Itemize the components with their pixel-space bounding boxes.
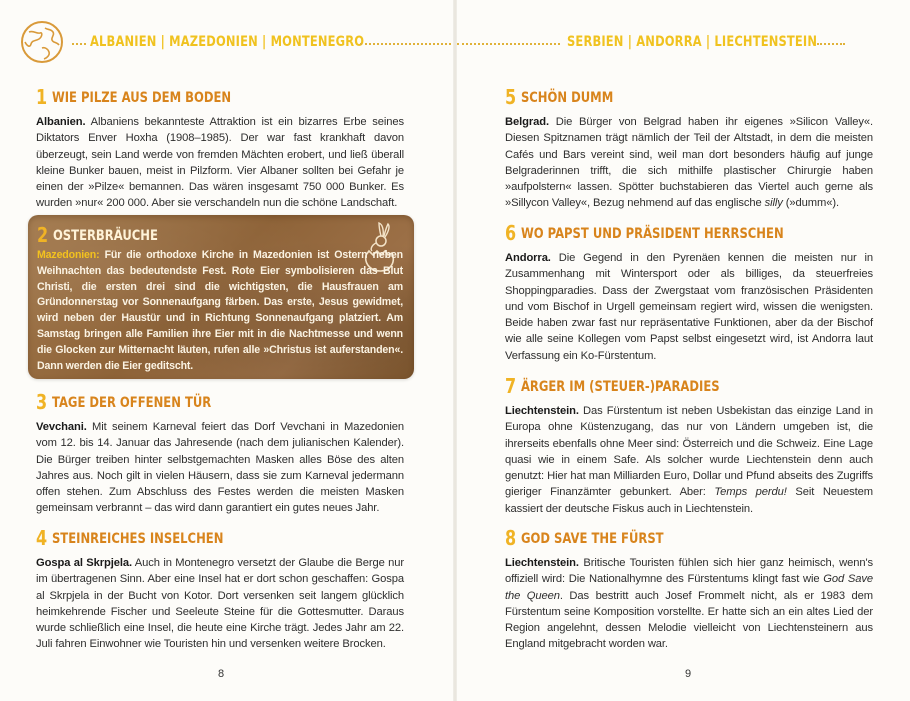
section-emphasis: silly — [764, 197, 783, 210]
header-rule-right-end — [817, 43, 845, 45]
section-6 — [505, 222, 873, 364]
section-heading — [505, 375, 799, 397]
section-text-end: (»dumm«). — [782, 197, 839, 210]
section-title: WIE PILZE AUS DEM BODEN — [51, 90, 232, 106]
section-title: TAGE DER OFFENEN TÜR — [51, 395, 212, 411]
box-heading — [37, 223, 158, 247]
section-heading — [505, 222, 799, 244]
section-4 — [36, 527, 404, 653]
section-lead: Mazedonien: — [37, 249, 100, 261]
section-text: Die Bürger von Belgrad haben ihr eigenes »Silicon Valley«. Diesen Spitznamen trägt nämlich der Teil der Altstadt, in dem die meisten Cafés und Bars vereint sind, weil man dort besonders häufig auf junge Belgraderinnen trifft, die sich mithilfe plastischer Chirurgie haben »aufpolstern« lassen. Spötter buchstabieren das Viertel auch gerne als »Sillycon Valley«, Bezug nehmend auf das englische — [505, 116, 873, 210]
section-title: SCHÖN DUMM — [520, 90, 614, 106]
section-text: Die Gegend in den Pyrenäen kennen die meisten nur in Zusammenhang mit Wintersport oder als billiges, da steuerfreies Shoppingparadies. Dass der Zwergstaat vom französischen Präsidenten und vom Bischof in Urgell gemeinsam regiert wird, wissen die wenigsten. Beide haben zwar fast nur repräsentative Funktionen, aber da der Bischof wie alle seine Kollegen vom Papst selbst eingesetzt wird, ist Andorra laut Verfassung ein Ko-Fürstentum. — [505, 252, 873, 362]
section-3 — [36, 391, 404, 517]
section-heading — [36, 86, 330, 108]
header-rule-left-end — [360, 43, 455, 45]
section-text: Auch in Montenegro versetzt der Glaube die Berge nur im übertragenen Sinn. Aber eine Insel hat er dort schon geschaffen: Gospa al Skrpjela in der Bucht von Kotor. Dort versenken seit langem glücklich heimkehrende Fischer und Seeleute Steine für die Gottesmutter. Daraus wurde schließlich eine Insel, die heute eine Kirche trägt. Jedes Jahr am 22. Juli fahren Einwohner wie Touristen hin und versenken weitere Brocken. — [36, 557, 404, 651]
section-text: Für die orthodoxe Kirche in Mazedonien ist Ostern neben Weihnachten das bedeutendste Fest. Rote Eier symbolisieren das Blut Christi, die ersten drei sind die wichtigsten, die Hausfrauen am Gründonnerstag vor Sonnenaufgang färben. Das erste, Jesus gewidmet, wird neben der Haustür und in Richtung Sonnenaufgang platziert. Am Samstag bringen alle Familien ihre Eier mit in die Nachtmesse und wenn die Glocken zur Mitternacht läuten, rufen alle »Christus ist auferstanden«. Dann werden die Eier geditscht. — [37, 249, 403, 372]
section-text: Mit seinem Karneval feiert das Dorf Vevchani in Mazedonien vom 12. bis 14. Januar das Jahresende (nach dem julianischen Kalender). Die Bürger treiben hinter selbstgemachten Masken alles Böse des alten Jahres aus. Noch gilt in vielen Häusern, dass sie zum Karneval jedermann offen stehen. Zum Abschluss des Festes werden die meisten Masken gemeinsam verbrannt – das wird dann garantiert ein gutes neues Jahr. — [36, 421, 404, 515]
page-number-left: 8 — [218, 668, 225, 680]
section-8 — [505, 527, 873, 653]
section-body — [505, 114, 873, 212]
section-number: 6 — [505, 221, 517, 245]
section-lead: Gospa al Skrpjela. — [36, 557, 133, 569]
section-number: 8 — [505, 526, 517, 550]
section-emphasis: God Save the Queen — [505, 573, 873, 602]
right-page — [455, 0, 910, 701]
section-lead: Liechtenstein. — [505, 405, 579, 417]
section-number: 5 — [505, 85, 517, 109]
section-lead: Liechtenstein. — [505, 557, 579, 569]
parchment-box — [28, 215, 414, 379]
section-title: WO PAPST UND PRÄSIDENT HERRSCHEN — [520, 226, 784, 242]
section-body — [36, 114, 404, 212]
section-number: 3 — [36, 390, 48, 414]
section-lead: Vevchani. — [36, 421, 87, 433]
section-emphasis: Temps perdu! — [714, 486, 787, 499]
header-rule-right — [457, 43, 560, 45]
section-body — [505, 555, 873, 653]
section-lead: Albanien. — [36, 116, 86, 128]
section-1 — [36, 86, 404, 212]
section-title: STEINREICHES INSELCHEN — [51, 531, 224, 547]
section-text: Britische Touristen fühlen sich hier ganz heimisch, wenn's offiziell wird: Die Nationalhymne des Fürstentums klingt fast wie — [505, 557, 873, 586]
section-title: GOD SAVE THE FÜRST — [520, 531, 664, 547]
section-text: Albaniens bekannteste Attraktion ist ein bizarres Erbe seines Diktators Enver Hoxha (1908–1985). Der war fast krankhaft davon überzeugt, sein Land werde von fremden Mächten erobert, und ließ überall kleine Bunker bauen, meist in Pilzform. Vier Albaner sollten bei Gefahr je einen der »Pilze« bemannen. Das wären insgesamt 750 000 Bunker. Es wurden »nur« 200 000. Aber sie verschandeln nun die schöne Landschaft. — [36, 116, 404, 210]
box-body — [37, 248, 403, 374]
running-header-right: SERBIEN | ANDORRA | LIECHTENSTEIN — [567, 34, 818, 50]
running-header-left: ALBANIEN | MAZEDONIEN | MONTENEGRO — [90, 34, 365, 50]
section-7 — [505, 375, 873, 517]
section-lead: Belgrad. — [505, 116, 549, 128]
section-number: 1 — [36, 85, 48, 109]
section-heading — [505, 527, 799, 549]
section-heading — [36, 391, 330, 413]
section-body — [505, 403, 873, 517]
section-5 — [505, 86, 873, 212]
section-title: ÄRGER IM (STEUER-)PARADIES — [520, 379, 720, 395]
section-lead: Andorra. — [505, 252, 551, 264]
section-text: Das Fürstentum ist neben Usbekistan das einzige Land in Europa ohne Küstenzugang, das nur von Ländern umgeben ist, die ihrerseits ebenfalls ohne Meer sind: Österreich und die Schweiz. Eine Lage quasi wie in einem Safe. Als solcher wurde Liechtenstein denn auch genutzt: Hier hat man Milliarden Euro, Dollar und Pfund abseits des Zugriffs gieriger Finanzämter gebunkert. Aber: — [505, 405, 873, 499]
section-number: 7 — [505, 374, 517, 398]
section-text-end: Seit Neuestem kassiert der deutsche Fiskus auch in Liechtenstein. — [505, 486, 874, 515]
section-heading — [505, 86, 799, 108]
globe-icon — [20, 20, 64, 64]
header-rule-left — [72, 43, 86, 45]
section-body — [36, 419, 404, 517]
section-title: OSTERBRÄUCHE — [52, 228, 158, 244]
section-body — [36, 555, 404, 653]
section-body — [505, 250, 873, 364]
section-number: 2 — [37, 223, 49, 247]
section-number: 4 — [36, 526, 48, 550]
page-number-right: 9 — [685, 668, 692, 680]
section-text-end: . Das bestritt auch Josef Frommelt nicht, als er 1983 dem Fürstentum seine Komposition vorstellte. Er hatte sich an ein altes Lied der Region angelehnt, dessen Melodie vielleicht von Liechtensteinern aus England mitgebracht worden war. — [505, 589, 873, 651]
section-heading — [36, 527, 330, 549]
